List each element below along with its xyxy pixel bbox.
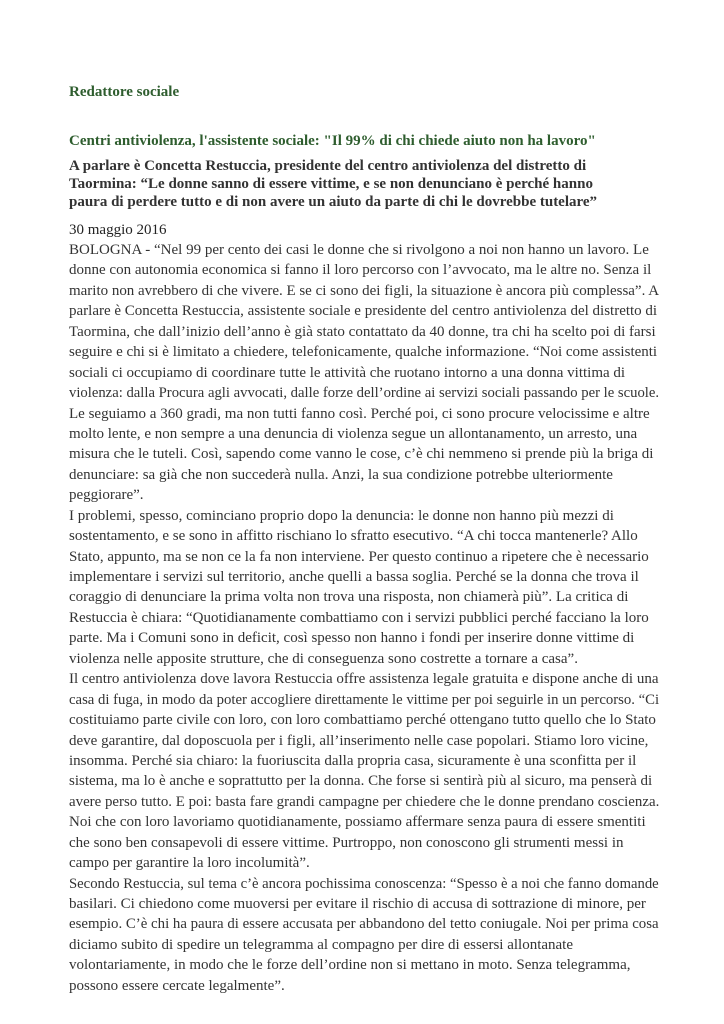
body-line: misura che le tuteli. Così, sapendo come vanno le cose, c’è chi nemmeno si prende più la briga di <box>69 446 654 463</box>
body-line: violenza: dalla Procura agli avvocati, dalle forze dell’ordine ai servizi sociali passando per le scuole. <box>69 385 660 402</box>
article-subtitle <box>69 157 659 211</box>
body-line: donne con autonomia economica si fanno il loro percorso con l’avvocato, ma le altre no. Senza il <box>69 262 652 279</box>
body-line: Restuccia è chiara: “Quotidianamente combattiamo con i servizi pubblici perché facciano la loro <box>69 609 649 626</box>
body-line: parlare è Concetta Restuccia, assistente sociale e presidente del centro antiviolenza del distretto di <box>69 303 658 320</box>
body-line: Taormina, che dall’inizio dell’anno è già stato contattato da 40 donne, tra chi ha scelto poi di farsi <box>69 323 656 340</box>
subtitle-line: paura di perdere tutto e di non avere un aiuto da parte di chi le dovrebbe tutelare” <box>69 194 598 210</box>
article-body <box>69 240 659 996</box>
article-headline: Centri antiviolenza, l'assistente sociale: "Il 99% di chi chiede aiuto non ha lavoro" <box>69 133 596 149</box>
body-line: casa di fuga, in modo da poter accogliere direttamente le vittime per poi seguirle in un percorso. “Ci <box>69 691 660 708</box>
body-line: molto lente, e non sempre a una denuncia di violenza segue un allontanamento, un arresto, una <box>69 425 638 442</box>
body-line: basilari. Ci chiedono come muoversi per evitare il rischio di accusa di sottrazione di minore, per <box>69 896 646 912</box>
body-line: violenza nelle apposite strutture, che di conseguenza sono costrette a tornare a casa”. <box>69 650 578 667</box>
subtitle-line: Taormina: “Le donne sanno di essere vittime, e se non denunciano è perché hanno <box>69 176 593 192</box>
body-line: Il centro antiviolenza dove lavora Restuccia offre assistenza legale gratuita e dispone anche di una <box>69 671 659 688</box>
body-line: esempio. C’è chi ha paura di essere accusata per abbandono del tetto coniugale. Noi per prima cosa <box>69 916 659 933</box>
body-line: diciamo subito di spedire un telegramma al compagno per dire di essersi allontanate <box>69 936 574 953</box>
body-line: BOLOGNA - “Nel 99 per cento dei casi le donne che si rivolgono a noi non hanno un lavoro. Le <box>69 242 649 258</box>
byline: Redattore sociale <box>69 84 180 100</box>
body-line: parte. Ma i Comuni sono in deficit, così spesso non hanno i fondi per inserire donne vittime di <box>69 630 635 647</box>
body-line: seguire e chi si è limitato a chiedere, telefonicamente, qualche informazione. “Noi come assistenti <box>69 344 658 361</box>
article-date: 30 maggio 2016 <box>69 222 167 238</box>
body-line: denunciare: sa già che non succederà nulla. Anzi, la sua condizione potrebbe ulteriormente <box>69 466 613 483</box>
body-line: marito non avrebbero di che vivere. E se ci sono dei figli, la situazione è ancora più complessa”. A <box>69 282 660 299</box>
body-line: Secondo Restuccia, sul tema c’è ancora pochissima conoscenza: “Spesso è a noi che fanno domande <box>69 875 659 892</box>
body-line: avere perso tutto. E poi: basta fare grandi campagne per chiedere che le donne prendano coscienza. <box>69 793 660 810</box>
body-line: implementare i servizi sul territorio, anche quelli a bassa soglia. Perché se la donna che trova il <box>69 569 639 585</box>
body-line: costituiamo parte civile con loro, con loro combattiamo perché ottengano tutto quello che lo Stato <box>69 712 656 729</box>
subtitle-line: A parlare è Concetta Restuccia, presidente del centro antiviolenza del distretto di <box>69 158 587 174</box>
body-line: coraggio di denunciare la prima volta non trova una risposta, non chiamerà più”. La critica di <box>69 589 629 606</box>
body-line: I problemi, spesso, cominciano proprio dopo la denuncia: le donne non hanno più mezzi di <box>69 507 614 524</box>
body-line: sociali ci occupiamo di coordinare tutte le attività che ruotano intorno a una donna vittima di <box>69 364 626 381</box>
body-line: Noi che con loro lavoriamo quotidianamente, possiamo affermare senza paura di essere smentiti <box>69 814 646 831</box>
body-line: sostentamento, e se sono in affitto rischiano lo sfratto esecutivo. “A chi tocca mantenerle? Allo <box>69 528 638 545</box>
body-line: Le seguiamo a 360 gradi, ma non tutti fanno così. Perché poi, ci sono procure velocissime e altre <box>69 405 650 422</box>
body-line: peggiorare”. <box>69 487 144 504</box>
body-line: che sono ben consapevoli di essere vittime. Purtroppo, non conoscono gli strumenti messi in <box>69 834 624 851</box>
body-line: insomma. Perché sia chiaro: la fuoriuscita dalla propria casa, sicuramente è una sconfitta per il <box>69 752 637 769</box>
body-line: sistema, ma lo è anche e soprattutto per la donna. Che forse si sentirà più al sicuro, ma penserà di <box>69 773 653 790</box>
body-line: Stato, appunto, ma se non ce la fa non interviene. Per questo continuo a ripetere che è necessario <box>69 548 649 565</box>
body-line: deve garantire, dal doposcuola per i figli, all’inserimento nelle case popolari. Stiamo loro vicine, <box>69 732 649 749</box>
body-line: volontariamente, in modo che le forze dell’ordine non si mettano in moto. Senza telegramma, <box>69 957 631 974</box>
body-line: possono essere cercate legalmente”. <box>69 977 285 994</box>
body-line: campo per garantire la loro incolumità”. <box>69 855 310 872</box>
